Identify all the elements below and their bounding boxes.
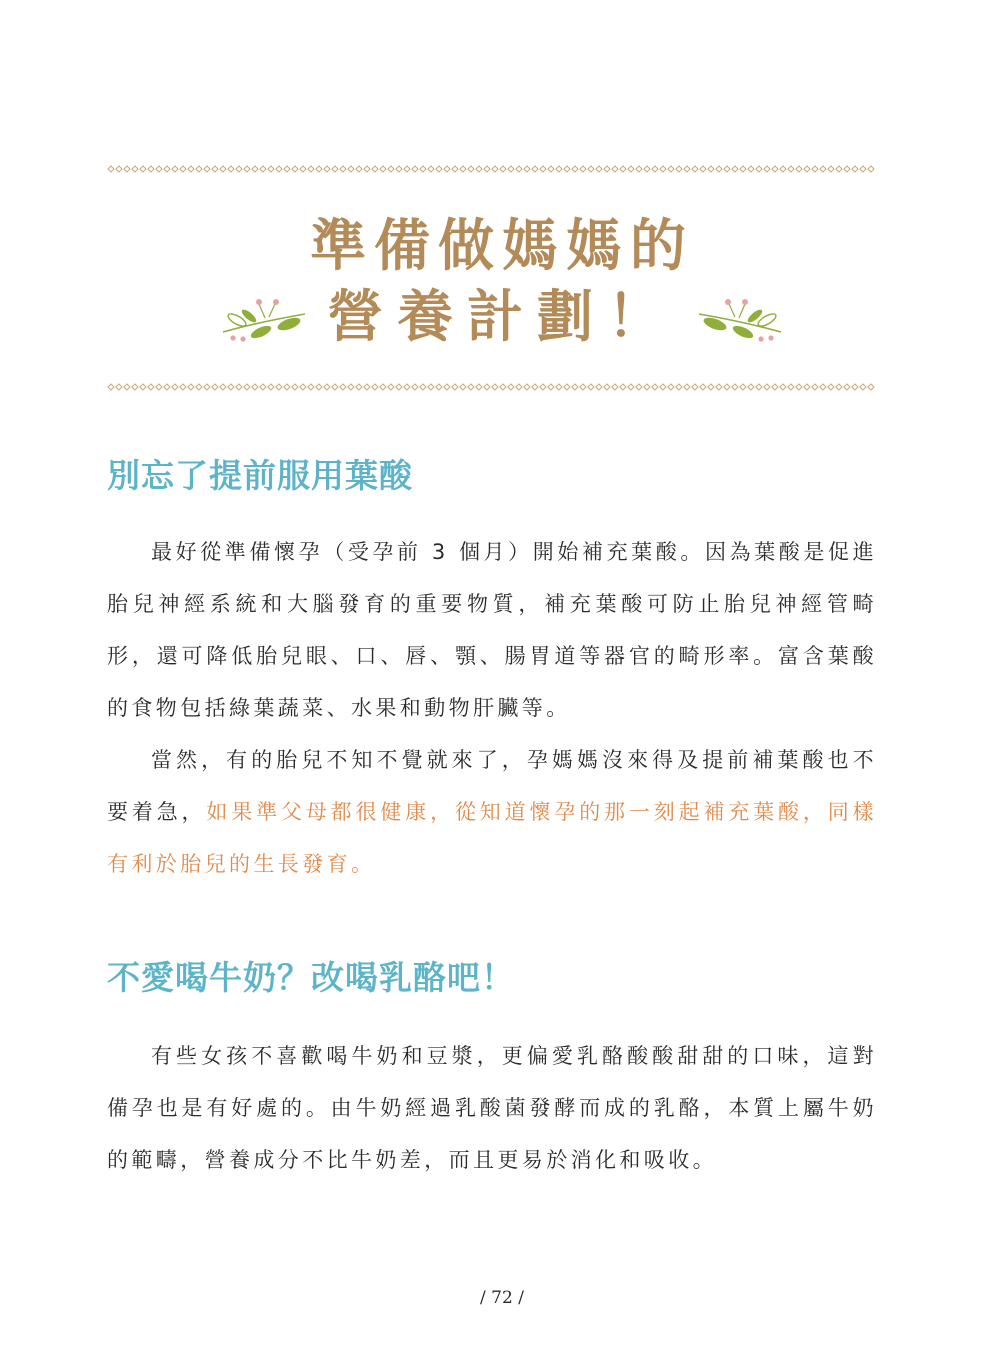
highlighted-text: 如果準父母都很健康，從知道懷孕的那一刻起補充葉酸，同樣有利於胎兒的生長發育。: [107, 800, 877, 876]
section-heading-yogurt: 不愛喝牛奶？改喝乳酪吧！: [107, 958, 515, 997]
paragraph-folic-acid-2: [107, 734, 877, 890]
left-leaf-sprig-icon: [219, 292, 311, 342]
page-title-line-2: 營養計劃！: [327, 284, 677, 350]
paragraph-yogurt: 有些女孩不喜歡喝牛奶和豆漿，更偏愛乳酪酸酸甜甜的口味，這對備孕也是有好處的。由牛奶經過乳酸菌發酵而成的乳酪，本質上屬牛奶的範疇，營養成分不比牛奶差，而且更易於消化和吸收。: [107, 1044, 877, 1172]
page-title-row-2: [0, 282, 1004, 352]
top-decorative-divider: [107, 164, 875, 174]
paragraph-text: 當然，有的胎兒不知不覺就來了，孕媽媽沒來得及提前補葉酸也不要着急，: [107, 748, 877, 824]
page-title-line-1: 準備做媽媽的: [310, 213, 694, 279]
paragraph-folic-acid-1: 最好從準備懷孕（受孕前 3 個月）開始補充葉酸。因為葉酸是促進胎兒神經系統和大腦發育的重要物質，補充葉酸可防止胎兒神經管畸形，還可降低胎兒眼、口、唇、顎、腸胃道等器官的畸形率。富含葉酸的食物包括綠葉蔬菜、水果和動物肝臟等。: [107, 540, 877, 720]
section-heading-folic-acid: 別忘了提前服用葉酸: [107, 456, 413, 495]
bottom-decorative-divider: [107, 382, 875, 392]
page-number: / 72 /: [480, 1288, 524, 1308]
right-leaf-sprig-icon: [693, 292, 785, 342]
